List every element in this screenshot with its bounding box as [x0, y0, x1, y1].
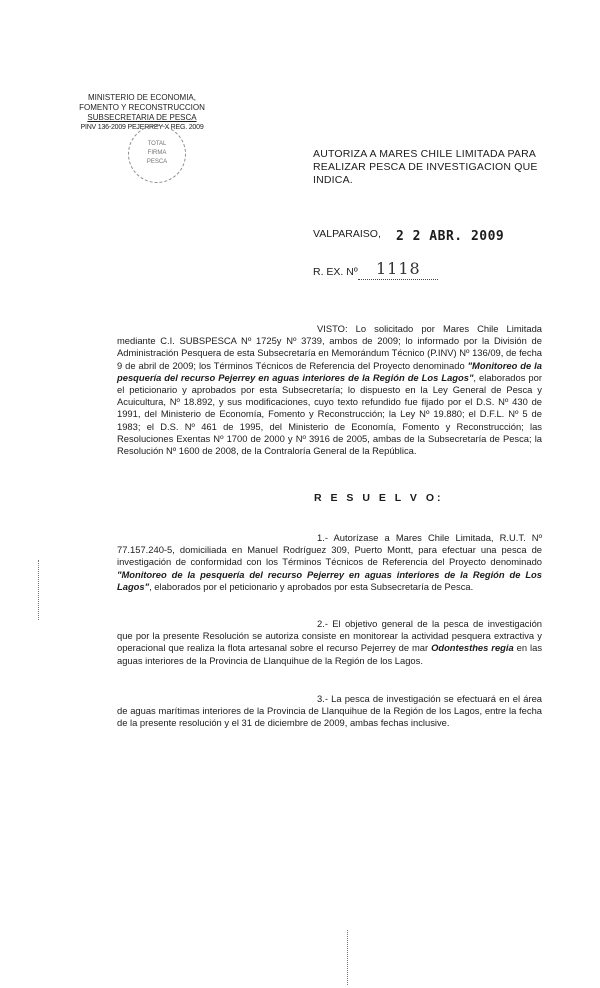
article-3 [117, 693, 542, 730]
article-2 [117, 618, 542, 667]
scan-edge-mark-left [38, 560, 39, 620]
visto-text: VISTO: Lo solicitado por Mares Chile Limitada mediante C.I. SUBSPESCA Nº 1725y Nº 3739, ambos de 2009; lo informado por la División de Administración Pesquera de esta Subsecretaría en Memorándum Técnico (P.INV) Nº 136/09, de fecha 9 de abril de 2009; los Términos Técnicos de Referencia del Proyecto denominado [117, 323, 542, 371]
article-1-text: 1.- Autorízase a Mares Chile Limitada, R.U.T. Nº 77.157.240-5, domiciliada en Manuel Rodríguez 309, Puerto Montt, para efectuar una pesca de investigación de conformidad con los Términos Técnicos de Referencia del Proyecto denominado [117, 532, 542, 568]
stamp-text-2: FIRMA [147, 150, 167, 156]
rex-label: R. EX. Nº [313, 266, 358, 278]
stamp-text-1: TOTAL [147, 141, 167, 147]
resuelvo-heading: R E S U E L V O: [314, 492, 444, 504]
place-label: VALPARAISO, [313, 228, 381, 240]
file-reference: PINV 136-2009 PEJERREY X REG. 2009 [80, 124, 204, 131]
article-2-text-end: en las aguas interiores de la Provincia de Llanquihue de la Región de los Lagos. [117, 642, 543, 666]
article-1 [117, 532, 542, 593]
ministry-header [62, 93, 222, 133]
visto-text-cont: , elaborados por el peticionario y aprobados por esta Subsecretaría; lo dispuesto en la Ley General de Pesca y Acuicultura, Nº 18.892, y sus modificaciones, cuyo texto refundido fue fijado por el D.S. Nº 430 de 1991, del Ministerio de Economía, Fomento y Reconstrucción; la Ley Nº 19.880; el D.F.L. Nº 5 de 1983; el D.S. Nº 461 de 1995, del Ministerio de Economía, Fomento y Reconstrucción; las Resoluciones Exentas Nº 1700 de 2000 y Nº 3916 de 2005, ambas de la Subsecretaría de Pesca; la Resolución Nº 1600 de 2008, de la Contraloría General de la República. [117, 371, 542, 457]
stamp-text-3: PESCA [146, 159, 168, 165]
ministry-name: MINISTERIO DE ECONOMIA, [87, 93, 196, 102]
species-name: Odontesthes regia [431, 642, 514, 654]
article-1-text-end: , elaborados por el peticionario y aprobados por esta Subsecretaría de Pesca. [149, 580, 474, 592]
article-1-project: "Monitoreo de la pesquería del recurso Pejerrey en aguas interiores de la Región de Los Lagos" [117, 568, 542, 592]
rex-underline [358, 279, 438, 280]
article-2-text: 2.- El objetivo general de la pesca de investigación que por la presente Resolución se autoriza consiste en monitorear la actividad pesquera extractiva y operacional que realiza la flota artesanal sobre el recurso Pejerrey de mar [117, 618, 542, 654]
resolution-date: 2 2 ABR. 2009 [396, 229, 505, 244]
scan-edge-mark [347, 930, 348, 985]
official-stamp [128, 125, 186, 183]
rex-number: 1118 [376, 259, 421, 278]
visto-paragraph [117, 323, 542, 457]
resolution-subject: AUTORIZA A MARES CHILE LIMITADA PARA REALIZAR PESCA DE INVESTIGACION QUE INDICA. [313, 148, 538, 186]
subsecretaria-name: SUBSECRETARIA DE PESCA [87, 113, 197, 122]
project-name: "Monitoreo de la pesquería del recurso Pejerrey en aguas interiores de la Región de Los Lagos" [117, 359, 543, 383]
ministry-name-2: FOMENTO Y RECONSTRUCCION [79, 103, 205, 112]
article-3-text: 3.- La pesca de investigación se efectuará en el área de aguas marítimas interiores de la Provincia de Llanquihue de la Región de los Lagos, entre la fecha de la presente resolución y el 31 de diciembre de 2009, ambas fechas inclusive. [117, 693, 542, 729]
